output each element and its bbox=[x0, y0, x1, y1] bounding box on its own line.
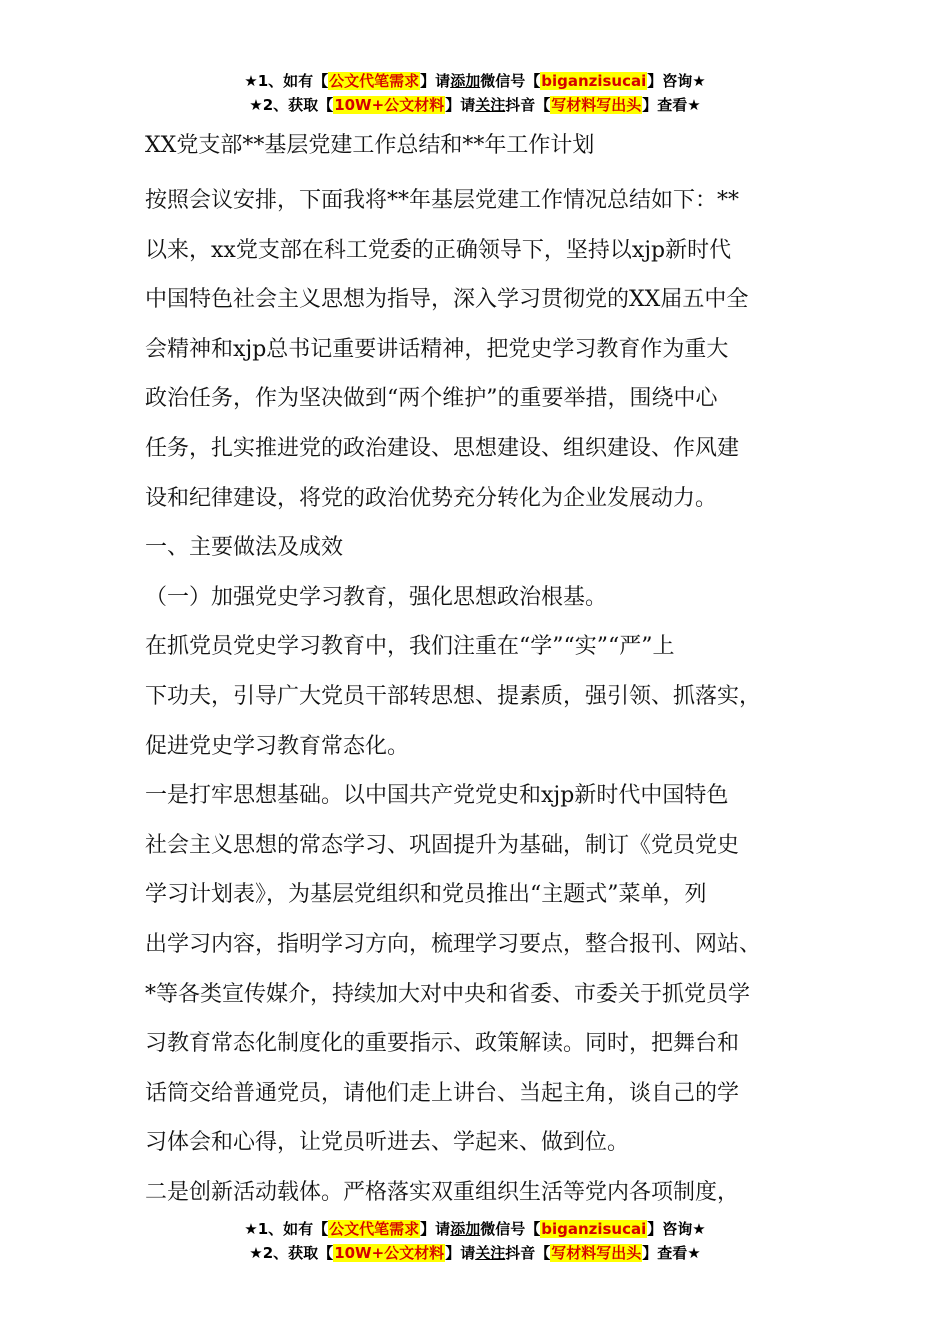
highlight-service: 公文代笔需求 bbox=[329, 1220, 420, 1238]
document-body bbox=[145, 128, 825, 1217]
text-line: 任务，扎实推进党的政治建设、思想建设、组织建设、作风建 bbox=[145, 435, 740, 461]
highlight-service: 公文代笔需求 bbox=[329, 72, 420, 90]
text-line: 会精神和xjp总书记重要讲话精神，把党史学习教育作为重大 bbox=[145, 336, 729, 362]
text-line: 二是创新活动载体。严格落实双重组织生活等党内各项制度， bbox=[145, 1179, 740, 1205]
text-line: 政治任务，作为坚决做到“两个维护”的重要举措，围绕中心 bbox=[145, 386, 718, 412]
highlight-wechat-id: biganzisucai bbox=[541, 72, 647, 90]
highlight-douyin-account: 写材料写出头 bbox=[551, 1244, 642, 1262]
promo-line-2: ★2、获取【10W+公文材料】请关注抖音【写材料写出头】查看★ bbox=[249, 1244, 701, 1262]
promo-banner-bottom bbox=[0, 1217, 950, 1265]
highlight-materials: 10W+公文材料 bbox=[334, 96, 445, 114]
promo-line-1: ★1、如有【公文代笔需求】请添加微信号【biganzisucai】咨询★ bbox=[244, 1220, 706, 1238]
text-line: 习教育常态化制度化的重要指示、政策解读。同时，把舞台和 bbox=[145, 1031, 740, 1057]
text-line: 促进党史学习教育常态化。 bbox=[145, 733, 410, 759]
highlight-materials: 10W+公文材料 bbox=[334, 1244, 445, 1262]
text-line: 学习计划表》，为基层党组织和党员推出“主题式”菜单，列 bbox=[145, 882, 707, 908]
promo-line-1: ★1、如有【公文代笔需求】请添加微信号【biganzisucai】咨询★ bbox=[244, 72, 706, 90]
text-line: 在抓党员党史学习教育中，我们注重在“学”“实”“严”上 bbox=[145, 634, 675, 660]
text-line: 以来，xx党支部在科工党委的正确领导下，坚持以xjp新时代 bbox=[145, 237, 732, 263]
text-line: 出学习内容，指明学习方向，梳理学习要点，整合报刊、网站、 bbox=[145, 931, 762, 957]
text-line: 下功夫，引导广大党员干部转思想、提素质，强引领、抓落实， bbox=[145, 683, 762, 709]
text-line: 社会主义思想的常态学习、巩固提升为基础，制订《党员党史 bbox=[145, 832, 740, 858]
text-line: 话筒交给普通党员，请他们走上讲台、当起主角，谈自己的学 bbox=[145, 1080, 740, 1106]
document-title: XX党支部**基层党建工作总结和**年工作计划 bbox=[145, 133, 595, 158]
highlight-wechat-id: biganzisucai bbox=[541, 1220, 647, 1238]
promo-line-2: ★2、获取【10W+公文材料】请关注抖音【写材料写出头】查看★ bbox=[249, 96, 701, 114]
subsection-heading: （一）加强党史学习教育，强化思想政治根基。 bbox=[145, 584, 608, 610]
text-line: 中国特色社会主义思想为指导，深入学习贯彻党的XX届五中全 bbox=[145, 287, 749, 313]
text-line: 习体会和心得，让党员听进去、学起来、做到位。 bbox=[145, 1130, 630, 1156]
text-line: 按照会议安排，下面我将**年基层党建工作情况总结如下：** bbox=[145, 188, 740, 213]
highlight-douyin-account: 写材料写出头 bbox=[551, 96, 642, 114]
promo-banner-top bbox=[0, 69, 950, 117]
text-line: 一是打牢思想基础。以中国共产党党史和xjp新时代中国特色 bbox=[145, 783, 729, 809]
text-line: 设和纪律建设，将党的政治优势充分转化为企业发展动力。 bbox=[145, 485, 718, 511]
text-line: *等各类宣传媒介，持续加大对中央和省委、市委关于抓党员学 bbox=[145, 981, 751, 1007]
section-heading: 一、主要做法及成效 bbox=[145, 535, 344, 561]
